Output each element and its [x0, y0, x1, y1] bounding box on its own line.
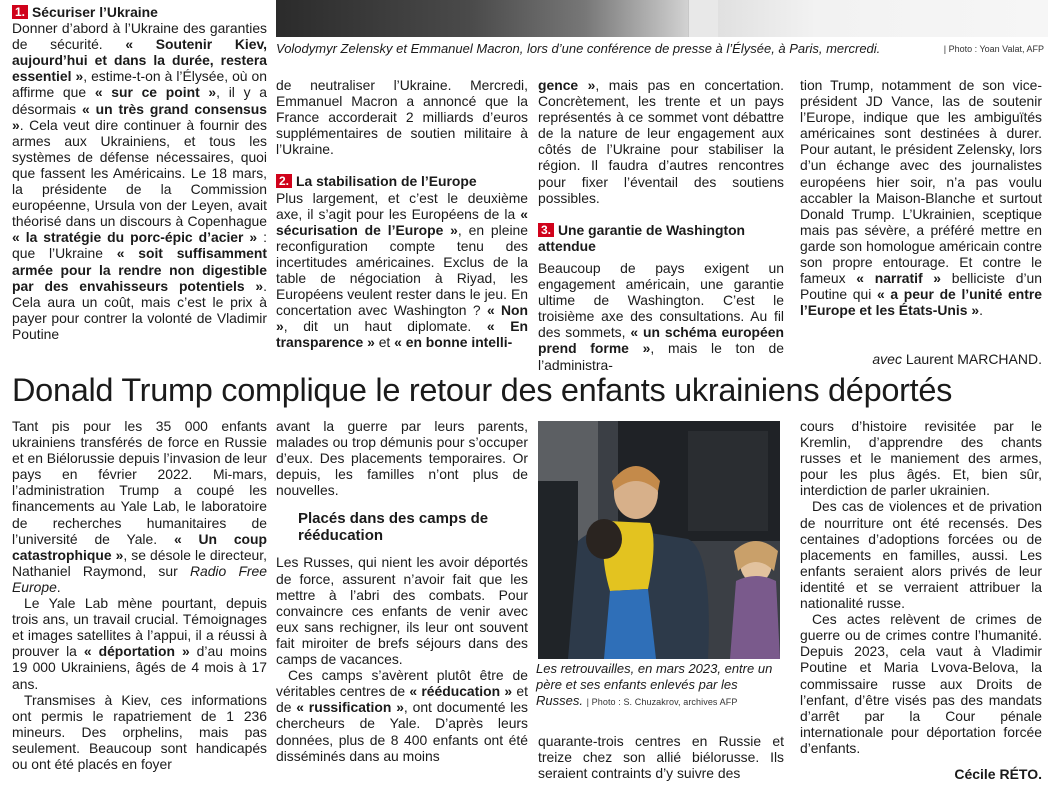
bottom-article-column-3: quarante-trois centres en Russie et treize chez son allié biélorusse. Ils seraient contraints d’y suivre des	[538, 733, 784, 782]
photo-caption-top: Volodymyr Zelensky et Emmanuel Macron, lors d’une conférence de presse à l’Élysée, à Paris, mercredi.	[276, 41, 881, 56]
section-1-heading: 1. Sécuriser l’Ukraine	[12, 4, 267, 20]
photo-credit-bottom: | Photo : S. Chuzakrov, archives AFP	[586, 697, 738, 707]
reunion-photo	[538, 421, 780, 659]
bottom-article-column-2: avant la guerre par leurs parents, malades ou trop démunis pour s’occuper d’eux. Des placements temporaires. Or depuis, les familles n’ont plus de nouvelles. Placés dans des camps de rééducation Les Russes, qui nient les avoir déportés de force, assurent n’avoir fait que les mettre à l’abri des combats. Pour convaincre ces enfants de venir avec eux sans rechigner, ils leur ont souvent fait miroiter de brefs séjours dans des camps de vacances. Ces camps s’avèrent plutôt être de véritables centres de « rééducation » et de « russification », ont documenté les chercheurs de Yale. D’après leurs données, plus de 8 400 enfants ont été disséminés dans au moins	[276, 418, 529, 764]
section-2-heading: 2. La stabilisation de l’Europe	[276, 173, 528, 189]
top-article-column-1: 1. Sécuriser l’Ukraine Donner d’abord à l’Ukraine des garanties de sécurité. « Soutenir Kiev, aujourd’hui et dans la durée, restera essentiel », estime-t-on à l’Élysée, où on affirme que « sur ce point », il y a désormais « un très grand consensus ». Cela veut dire continuer à fournir des armes aux Ukrainiens, et tous les systèmes de défense nécessaires, quoi que fassent les Américains. Le 18 mars, la présidente de la Commission européenne, Ursula von der Leyen, avait théorisé dans un discours à Copenhague « la stratégie du porc-épic d’acier » : que l’Ukraine « soit suffisamment armée pour la rendre non digestible par des envahisseurs potentiels ». Cela aura un coût, mais c’est le prix à payer pour contrer la volonté de Vladimir Poutine	[12, 4, 268, 342]
top-article-column-4: tion Trump, notamment de son vice-président JD Vance, las de soutenir l’Europe, indique que les ambiguïtés américaines sont destinées à durer. Pour autant, le président Zelensky, lors d’un échange avec des journalistes européens hier soir, n’a pas voulu accabler la Maison-Blanche et surtout Donald Trump. L’Ukrainien, sceptique mais pas sévère, a préféré mettre en garde son homologue américain contre son propre entourage. Et contre le fameux « narratif » belliciste d’un Poutine qui « a peur de l’unité entre l’Europe et les États-Unis ».	[800, 77, 1042, 319]
photo-caption-bottom: Les retrouvailles, en mars 2023, entre un père et ses enfants enlevés par les Russes. | Photo : S. Chuzakrov, archives AFP	[536, 661, 773, 708]
section-3-heading: 3. Une garantie de Washington attendue	[538, 221, 746, 254]
photo-credit-top: | Photo : Yoan Valat, AFP	[943, 44, 1044, 54]
signature: Cécile RÉTO.	[954, 766, 1042, 782]
byline: avec Laurent MARCHAND.	[872, 351, 1042, 367]
article-headline: Donald Trump complique le retour des enfants ukrainiens déportés	[12, 372, 953, 408]
subheading: Placés dans des camps de rééducation	[298, 510, 489, 545]
bottom-article-column-4: cours d’histoire revisitée par le Kremlin, d’apprendre des chants russes et le maniement des armes, pour les plus âgés. Et, bien sûr, interdiction de parler ukrainien. Des cas de violences et de privation de nourriture ont été recensés. Des centaines d’adoptions forcées ou de placements en familles, aussi. Les enfants seraient alors privés de leur identité et se verraient attribuer la nationalité russe. Ces actes relèvent de crimes de guerre ou de crimes contre l’humanité. Depuis 2023, cela vaut à Vladimir Poutine et Maria Lvova-Belova, la commissaire russe aux Droits de l’enfant, d’être visés pas des mandats d’arrêt par la Cour pénale internationale pour déportation forcée d’enfants.	[800, 418, 1042, 756]
top-article-column-2: de neutraliser l’Ukraine. Mercredi, Emmanuel Macron a annoncé que la France accorderait 2 milliards d’euros supplémentaires de soutien militaire à l’Ukraine. 2. La stabilisation de l’Europe Plus largement, et c’est le deuxième axe, il s’agit pour les Européens de la « sécurisation de l’Europe », en pleine reconfiguration compte tenu des incertitudes américaines. Exclus de la table de négociation à Riyad, les Européens veulent rester dans le jeu. En concertation avec Washington ? « Non », dit un haut diplomate. « En transparence » et « en bonne intelli-	[276, 77, 529, 351]
bottom-article-column-1: Tant pis pour les 35 000 enfants ukrainiens transférés de force en Russie et en Biélorussie depuis l’invasion de leur pays en février 2022. Mi-mars, l’administration Trump a coupé les financements au Yale Lab, le laboratoire de recherches humanitaires de l’université de Yale. « Un coup catastrophique », se désole le directeur, Nathaniel Raymond, sur Radio Free Europe. Le Yale Lab mène pourtant, depuis trois ans, un travail crucial. Témoignages et images satellites à l’appui, il a réussi à prouver la « déportation » d’au moins 19 000 Ukrainiens, âgés de 4 mois à 17 ans. Transmises à Kiev, ces informations ont permis le rapatriement de 1 236 mineurs. Des orphelins, mais pas seulement. Beaucoup sont handicapés ou ont été placés en foyer	[12, 418, 268, 772]
press-conference-photo	[276, 0, 1048, 37]
top-article-column-3: gence », mais pas en concertation. Concrètement, les trente et un pays représentés à ce sommet vont débattre de la nature de leur engagement aux côtés de l’Ukraine pour stabiliser la région. Il faudra d’autres rencontres pour fixer l’éventail des soutiens possibles. 3. Une garantie de Washington attendue Beaucoup de pays exigent un engagement américain, une garantie ultime de Washington. C’est le troisième axe des consultations. Au fil des sommets, « un schéma européen prend forme », mais le ton de l’administra-	[538, 77, 785, 373]
